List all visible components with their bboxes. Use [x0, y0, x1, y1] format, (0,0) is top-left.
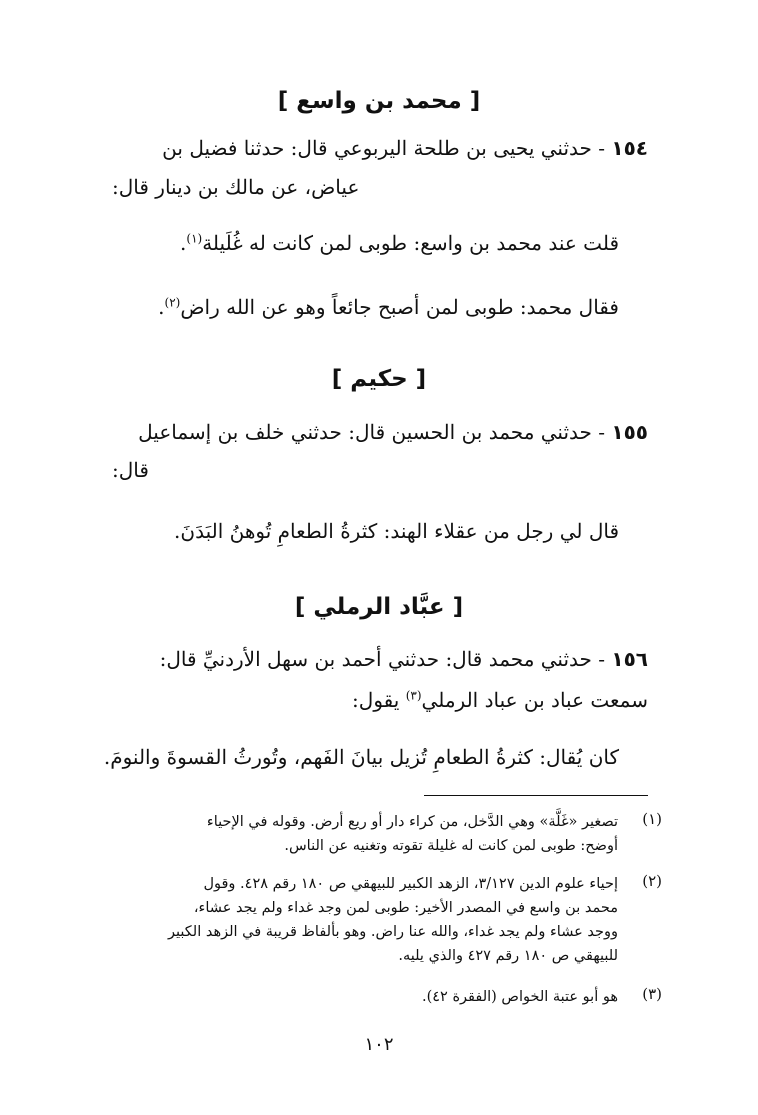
- footnote-ref-2[interactable]: (٢): [164, 295, 181, 310]
- quote-154-line-1: قلت عند محمد بن واسع: طوبى لمن كانت له غُلَيلة$^{(١)}$.: [180, 231, 619, 255]
- footnote-marker: (٢): [642, 872, 662, 890]
- section-heading-abbad-al-ramli: [ عبَّاد الرملي ]: [294, 594, 464, 620]
- footnote-divider: [424, 795, 648, 796]
- paragraph-155-line-2: قال:: [112, 458, 149, 482]
- quote-154-line-2: فقال محمد: طوبى لمن أصبح جائعاً وهو عن الله راض$^{(٢)}$.: [158, 295, 619, 319]
- footnote-text: هو أبو عتبة الخواص (الفقرة ٤٢).: [421, 989, 618, 1005]
- paragraph-156-line-1: ١٥٦ - حدثني محمد قال: حدثني أحمد بن سهل الأردنيِّ قال:: [159, 647, 648, 671]
- section-heading-muhammad-ibn-wasi: [ محمد بن واسع ]: [277, 88, 481, 114]
- hadith-number: ١٥٥: [611, 420, 648, 444]
- paragraph-155-line-1: ١٥٥ - حدثني محمد بن الحسين قال: حدثني خلف بن إسماعيل: [138, 420, 648, 444]
- footnote-ref-1[interactable]: (١): [186, 231, 203, 246]
- hadith-number: ١٥٦: [611, 647, 648, 671]
- paragraph-156-line-2: سمعت عباد بن عباد الرملي$^{(٣)}$ يقول:: [352, 688, 648, 712]
- hadith-number: ١٥٤: [611, 136, 648, 160]
- footnote-ref-3[interactable]: (٣): [405, 688, 422, 703]
- footnote-text: إحياء علوم الدين ٣/١٢٧، الزهد الكبير للبيهقي ص ١٨٠ رقم ٤٢٨. وقول محمد بن واسع في المصدر الأخير: طوبى لمن وجد غداء ولم يجد عشاء، ووجد عشاء ولم يجد غداء، والله عنا راض. وهو بألفاظ قريبة في الزهد الكبير للبيهقي ص ١٨٠ رقم ٤٢٧ والذي يليه.: [168, 876, 618, 964]
- footnote-marker: (٣): [642, 985, 662, 1003]
- footnote-marker: (١): [642, 810, 662, 828]
- page-number: ١٠٢: [364, 1034, 394, 1055]
- paragraph-154-line-1: ١٥٤ - حدثني يحيى بن طلحة اليربوعي قال: حدثنا فضيل بن: [162, 136, 648, 160]
- paragraph-154-line-2: عياض، عن مالك بن دينار قال:: [112, 175, 360, 199]
- footnote-text: تصغير «غَلَّة» وهي الدَّخل، من كراء دار أو ريع أرض. وقوله في الإحياء أوضح: طوبى لمن كانت له غليلة تقوته وتغنيه عن الناس.: [206, 814, 618, 854]
- quote-155: قال لي رجل من عقلاء الهند: كثرةُ الطعامِ تُوهنُ البَدَنَ.: [174, 519, 619, 543]
- section-heading-hakim: [ حكيم ]: [331, 366, 427, 392]
- quote-156: كان يُقال: كثرةُ الطعامِ تُزيل بيانَ الفَهم، وتُورثُ القسوةَ والنومَ.: [103, 745, 619, 769]
